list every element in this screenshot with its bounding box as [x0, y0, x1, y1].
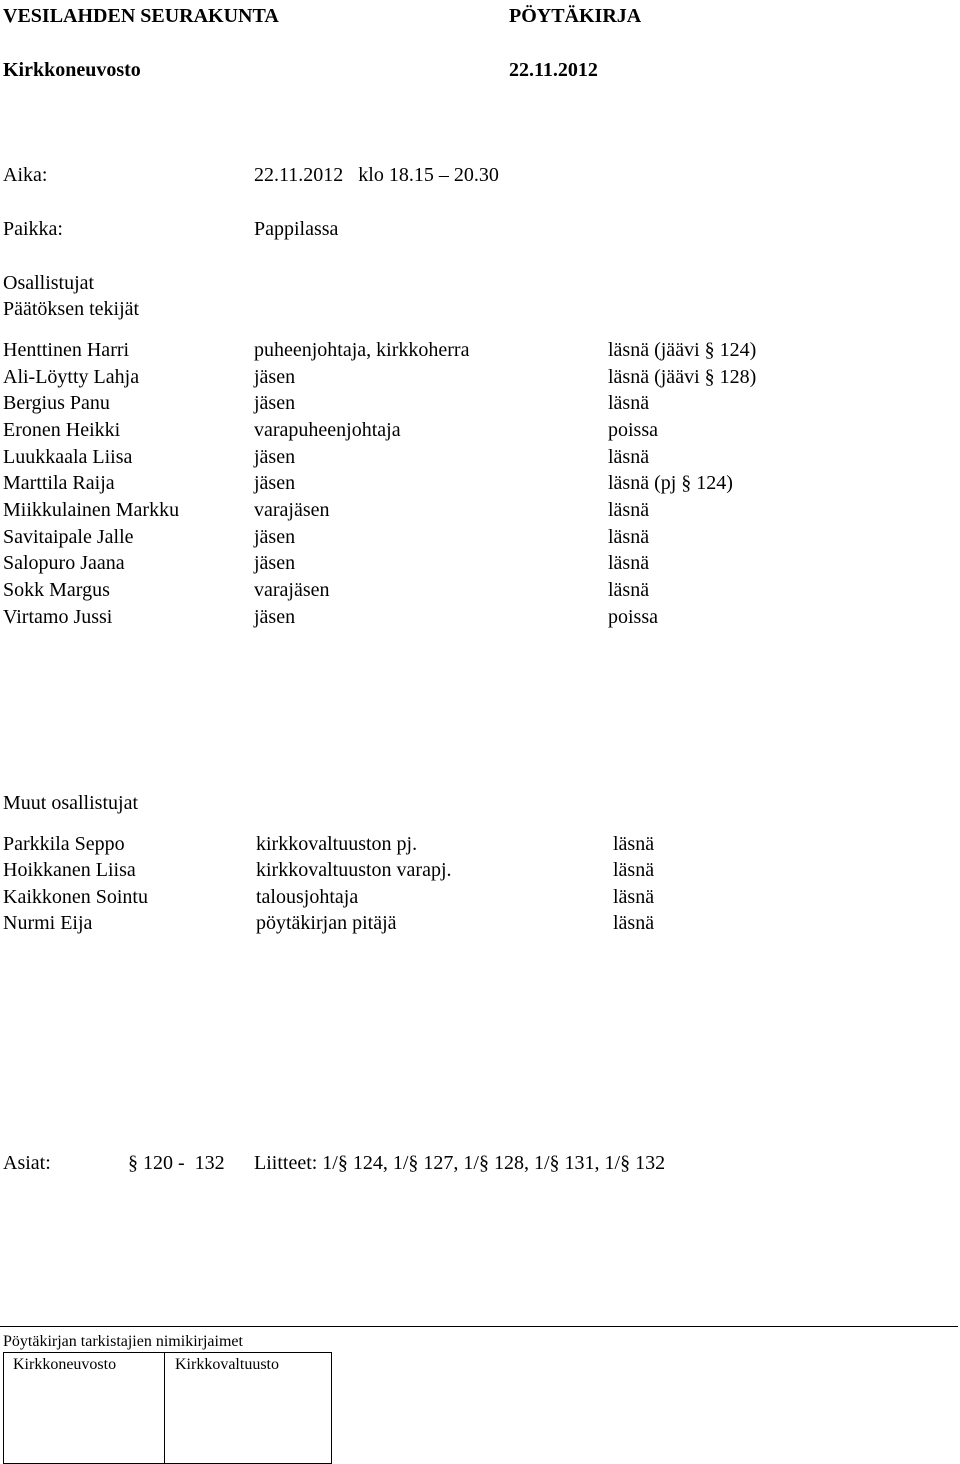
decision-makers-heading: Päätöksen tekijät [3, 298, 140, 320]
participant-name: Virtamo Jussi [3, 606, 113, 628]
participant-status: läsnä [608, 552, 650, 574]
initials-box-label: Kirkkoneuvosto [13, 1356, 117, 1373]
document-type: PÖYTÄKIRJA [509, 5, 642, 27]
participant-status: läsnä [613, 912, 655, 934]
participant-name: Hoikkanen Liisa [3, 859, 136, 881]
attachments-list: Liitteet: 1/§ 124, 1/§ 127, 1/§ 128, 1/§ 131, 1/§ 132 [254, 1152, 666, 1174]
participant-role: puheenjohtaja, kirkkoherra [254, 339, 470, 361]
initials-label: Pöytäkirjan tarkistajien nimikirjaimet [3, 1333, 243, 1350]
governing-body: Kirkkoneuvosto [3, 59, 141, 81]
participant-role: varapuheenjohtaja [254, 419, 401, 441]
participant-status: läsnä [608, 446, 650, 468]
footer-divider [0, 1326, 958, 1327]
participant-name: Savitaipale Jalle [3, 526, 134, 548]
participant-name: Kaikkonen Sointu [3, 886, 148, 908]
participant-status: poissa [608, 606, 658, 628]
participant-role: jäsen [254, 366, 296, 388]
participant-name: Salopuro Jaana [3, 552, 125, 574]
participant-role: jäsen [254, 446, 296, 468]
participant-role: jäsen [254, 526, 296, 548]
participant-name: Marttila Raija [3, 472, 115, 494]
participant-status: läsnä [608, 499, 650, 521]
participant-role: kirkkovaltuuston varapj. [256, 859, 452, 881]
matters-range: § 120 - 132 [128, 1152, 225, 1174]
place-value: Pappilassa [254, 218, 339, 240]
participant-role: kirkkovaltuuston pj. [256, 833, 418, 855]
participant-role: talousjohtaja [256, 886, 359, 908]
organization-name: VESILAHDEN SEURAKUNTA [3, 5, 279, 27]
participant-name: Sokk Margus [3, 579, 110, 601]
initials-box-kirkkovaltuusto[interactable] [164, 1352, 332, 1464]
participant-status: läsnä (jäävi § 124) [608, 339, 757, 361]
participant-role: jäsen [254, 472, 296, 494]
participant-status: läsnä [613, 833, 655, 855]
participant-status: läsnä [613, 859, 655, 881]
participant-role: varajäsen [254, 579, 330, 601]
participant-role: pöytäkirjan pitäjä [256, 912, 397, 934]
participant-name: Parkkila Seppo [3, 833, 125, 855]
matters-label: Asiat: [3, 1152, 51, 1174]
initials-box-label: Kirkkovaltuusto [175, 1356, 279, 1373]
participant-role: varajäsen [254, 499, 330, 521]
place-label: Paikka: [3, 218, 63, 240]
initials-box-kirkkoneuvosto[interactable] [3, 1352, 165, 1464]
participant-status: poissa [608, 419, 658, 441]
meeting-date: 22.11.2012 [509, 59, 598, 81]
participant-role: jäsen [254, 552, 296, 574]
participant-name: Miikkulainen Markku [3, 499, 180, 521]
participants-heading: Osallistujat [3, 272, 95, 294]
participant-status: läsnä [608, 392, 650, 414]
other-participants-heading: Muut osallistujat [3, 792, 138, 814]
participant-name: Bergius Panu [3, 392, 110, 414]
time-value: 22.11.2012 klo 18.15 – 20.30 [254, 164, 499, 186]
time-label: Aika: [3, 164, 48, 186]
participant-name: Nurmi Eija [3, 912, 93, 934]
participant-status: läsnä (pj § 124) [608, 472, 733, 494]
participant-name: Henttinen Harri [3, 339, 130, 361]
participant-status: läsnä [613, 886, 655, 908]
participant-name: Eronen Heikki [3, 419, 121, 441]
participant-status: läsnä [608, 526, 650, 548]
participant-name: Luukkaala Liisa [3, 446, 133, 468]
participant-name: Ali-Löytty Lahja [3, 366, 140, 388]
participant-role: jäsen [254, 606, 296, 628]
participant-status: läsnä (jäävi § 128) [608, 366, 757, 388]
participant-status: läsnä [608, 579, 650, 601]
participant-role: jäsen [254, 392, 296, 414]
